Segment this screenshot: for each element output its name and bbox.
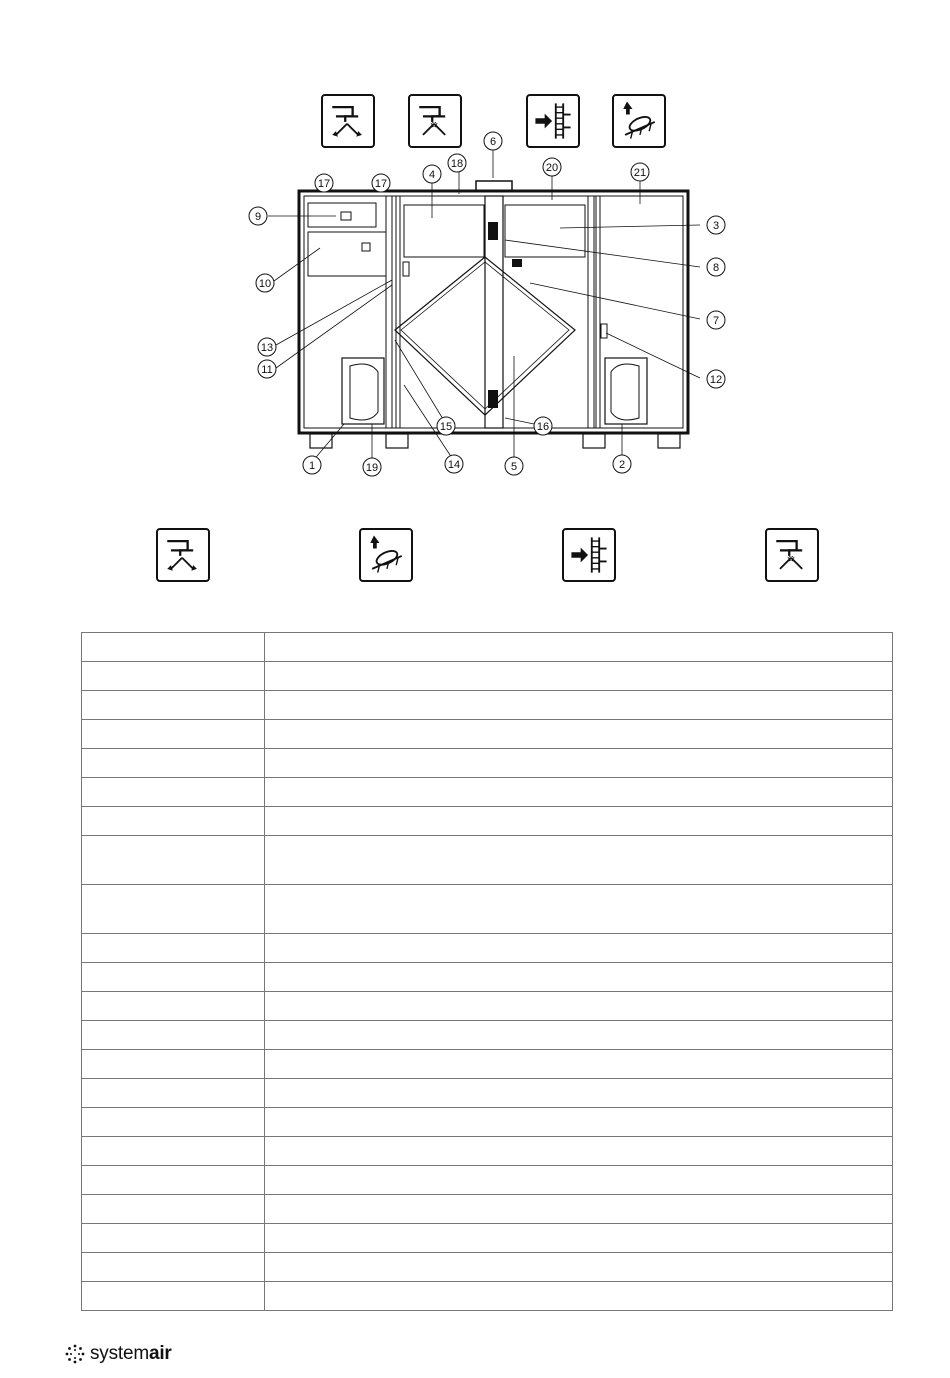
callout-4 — [423, 165, 441, 183]
table-cell-description — [265, 836, 893, 885]
table-cell-number — [82, 691, 265, 720]
table-cell-number — [82, 1021, 265, 1050]
table-cell-description — [265, 1195, 893, 1224]
systemair-logo — [64, 1342, 172, 1366]
svg-text:10: 10 — [258, 278, 272, 290]
table-cell-number — [82, 1224, 265, 1253]
table-row — [82, 807, 893, 836]
table-row — [82, 1108, 893, 1137]
svg-text:3: 3 — [712, 220, 720, 232]
table-cell-number — [82, 1050, 265, 1079]
table-cell-number — [82, 963, 265, 992]
table-cell-number — [82, 1253, 265, 1282]
table-row — [82, 662, 893, 691]
table-cell-number — [82, 836, 265, 885]
table-row — [82, 992, 893, 1021]
callout-5 — [505, 457, 523, 475]
svg-text:2: 2 — [618, 459, 626, 471]
table-cell-number — [82, 992, 265, 1021]
table-row — [82, 749, 893, 778]
systemair-logo-icon — [64, 1343, 86, 1365]
table-cell-description — [265, 662, 893, 691]
table-row — [82, 778, 893, 807]
table-row — [82, 633, 893, 662]
table-row — [82, 1195, 893, 1224]
systemair-logo-text: systemair — [90, 1343, 172, 1364]
callout-9 — [249, 207, 267, 225]
table-cell-description — [265, 1253, 893, 1282]
table-cell-description — [265, 691, 893, 720]
callout-19 — [363, 458, 381, 476]
table-cell-description — [265, 1166, 893, 1195]
table-row — [82, 934, 893, 963]
table-cell-description — [265, 1224, 893, 1253]
svg-text:11: 11 — [261, 364, 273, 376]
svg-text:17: 17 — [374, 178, 388, 190]
extract-air-icon — [765, 528, 819, 582]
callout-21 — [631, 163, 649, 181]
callout-17 — [315, 174, 333, 192]
table-row — [82, 1224, 893, 1253]
component-table — [81, 632, 893, 1311]
svg-text:21: 21 — [633, 167, 647, 179]
table-cell-number — [82, 1195, 265, 1224]
table-cell-number — [82, 633, 265, 662]
table-cell-number — [82, 778, 265, 807]
table-cell-number — [82, 1282, 265, 1311]
svg-text:9: 9 — [254, 211, 262, 223]
callout-17 — [372, 174, 390, 192]
svg-text:8: 8 — [712, 262, 720, 274]
table-cell-number — [82, 807, 265, 836]
exhaust-air-icon — [359, 528, 413, 582]
unit-cross-section-diagram — [0, 0, 950, 500]
table-cell-description — [265, 1021, 893, 1050]
table-row — [82, 1253, 893, 1282]
table-row — [82, 1137, 893, 1166]
table-cell-description — [265, 963, 893, 992]
supply-air-icon — [156, 528, 210, 582]
table-cell-number — [82, 749, 265, 778]
svg-text:6: 6 — [489, 136, 497, 148]
svg-text:14: 14 — [447, 459, 461, 471]
table-cell-description — [265, 885, 893, 934]
table-cell-description — [265, 633, 893, 662]
callout-8 — [707, 258, 725, 276]
table-cell-number — [82, 885, 265, 934]
table-cell-description — [265, 1079, 893, 1108]
callout-2 — [613, 455, 631, 473]
table-cell-description — [265, 1050, 893, 1079]
svg-text:7: 7 — [712, 315, 720, 327]
table-cell-number — [82, 1108, 265, 1137]
table-row — [82, 1050, 893, 1079]
table-row — [82, 1021, 893, 1050]
table-cell-description — [265, 749, 893, 778]
callout-14 — [445, 455, 463, 473]
outdoor-air-icon — [562, 528, 616, 582]
table-row — [82, 720, 893, 749]
table-cell-description — [265, 992, 893, 1021]
svg-text:18: 18 — [450, 158, 464, 170]
svg-text:4: 4 — [428, 169, 436, 181]
table-row — [82, 691, 893, 720]
callout-12 — [707, 370, 725, 388]
table-cell-number — [82, 662, 265, 691]
table-row — [82, 885, 893, 934]
table-row — [82, 1079, 893, 1108]
callout-15 — [437, 417, 455, 435]
svg-text:16: 16 — [536, 421, 550, 433]
callout-7 — [707, 311, 725, 329]
callout-6 — [484, 132, 502, 150]
table-cell-number — [82, 720, 265, 749]
table-cell-number — [82, 1079, 265, 1108]
svg-text:5: 5 — [510, 461, 518, 473]
table-cell-number — [82, 1137, 265, 1166]
table-cell-number — [82, 934, 265, 963]
callout-13 — [258, 338, 276, 356]
svg-text:19: 19 — [365, 462, 379, 474]
table-cell-description — [265, 1108, 893, 1137]
callout-18 — [448, 154, 466, 172]
callout-11 — [258, 360, 276, 378]
table-cell-description — [265, 778, 893, 807]
callout-20 — [543, 158, 561, 176]
table-row — [82, 836, 893, 885]
svg-text:1: 1 — [308, 460, 316, 472]
table-row — [82, 963, 893, 992]
table-cell-description — [265, 1137, 893, 1166]
table-row — [82, 1282, 893, 1311]
table-cell-description — [265, 1282, 893, 1311]
table-cell-description — [265, 720, 893, 749]
svg-text:15: 15 — [439, 421, 453, 433]
callout-3 — [707, 216, 725, 234]
callout-10 — [256, 274, 274, 292]
svg-text:17: 17 — [317, 178, 331, 190]
table-cell-description — [265, 807, 893, 836]
table-row — [82, 1166, 893, 1195]
table-cell-number — [82, 1166, 265, 1195]
callout-1 — [303, 456, 321, 474]
table-cell-description — [265, 934, 893, 963]
callout-16 — [534, 417, 552, 435]
svg-text:20: 20 — [545, 162, 559, 174]
svg-text:12: 12 — [709, 374, 723, 386]
svg-text:13: 13 — [260, 342, 274, 354]
